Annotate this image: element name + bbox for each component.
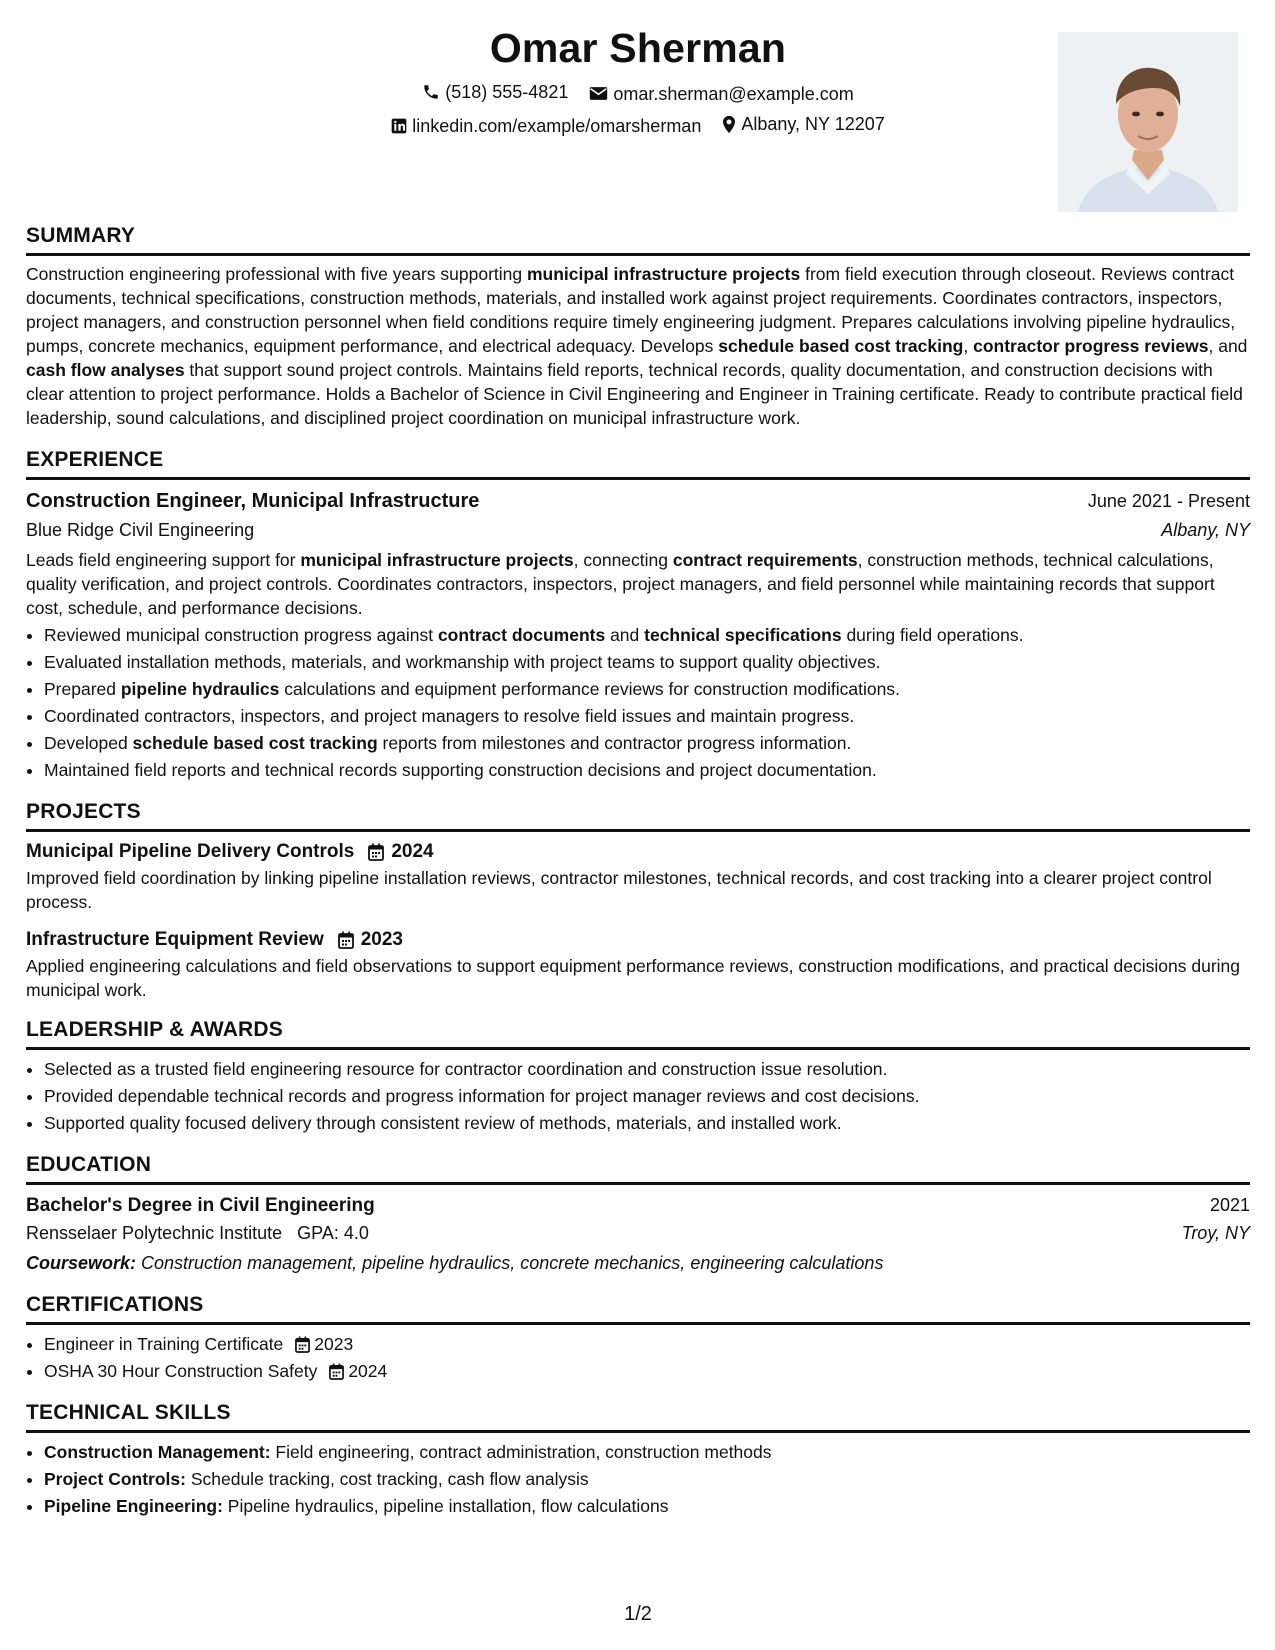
project-year: 2023	[360, 929, 404, 950]
list-item: • Pipeline Engineering: Pipeline hydraulics, pipeline installation, flow calculations	[44, 1493, 1250, 1520]
calendar-icon	[368, 843, 384, 861]
skills-list	[26, 1439, 1250, 1520]
certifications-section	[26, 1291, 1250, 1385]
project-title: Infrastructure Equipment Review 2023	[26, 926, 1250, 954]
summary-section	[26, 222, 1250, 430]
job-description: Leads field engineering support for municipal infrastructure projects, connecting contract requirements, construction methods, technical calculations, quality verification, and project controls. Coordinates contractors, inspectors, project managers, and field personnel while maintaining records that support cost, schedule, and performance decisions.	[26, 550, 1215, 618]
degree-year: 2021	[1209, 1195, 1250, 1215]
list-item: • Provided dependable technical records and progress information for project manager reviews and cost decisions.	[44, 1083, 1250, 1110]
skills-section	[26, 1399, 1250, 1520]
degree-header	[26, 1191, 1250, 1221]
resume-page	[26, 0, 1250, 1650]
degree-title: Bachelor's Degree in Civil Engineering	[26, 1195, 375, 1216]
list-item: • Evaluated installation methods, materials, and workmanship with project teams to support quality objectives.	[44, 649, 1250, 676]
list-item: • Engineer in Training Certificate 2023	[44, 1331, 1250, 1358]
phone-item[interactable]	[422, 80, 568, 104]
calendar-icon	[338, 931, 354, 949]
school-line	[26, 1221, 1250, 1245]
email-item[interactable]	[589, 82, 853, 106]
list-item: • Developed schedule based cost tracking reports from milestones and contractor progress information.	[44, 730, 1250, 757]
list-item: • OSHA 30 Hour Construction Safety 2024	[44, 1358, 1250, 1385]
list-item: • Selected as a trusted field engineering resource for contractor coordination and construction issue resolution.	[44, 1056, 1250, 1083]
certifications-heading: CERTIFICATIONS	[26, 1291, 1250, 1325]
phone-icon	[422, 83, 440, 101]
leadership-list	[26, 1056, 1250, 1137]
candidate-name: Omar Sherman	[489, 25, 787, 71]
linkedin-icon	[391, 118, 407, 134]
email-text: omar.sherman@example.com	[613, 83, 854, 104]
education-section	[26, 1151, 1250, 1275]
profile-photo	[1058, 32, 1238, 212]
leadership-heading: LEADERSHIP & AWARDS	[26, 1016, 1250, 1050]
linkedin-item[interactable]	[391, 114, 701, 138]
summary-text: Construction engineering professional with five years supporting municipal infrastructure projects from field execution through closeout. Reviews contract documents, technical specifications, construction methods, materials, and installed work against project requirements. Coordinates contractors, inspectors, project managers, and construction personnel when field conditions require timely engineering judgment. Prepares calculations involving pipeline hydraulics, pumps, concrete mechanics, equipment performance, and electrical adequacy. Develops schedule based cost tracking, contractor progress reviews, and cash flow analyses that support sound project controls. Maintains field reports, technical records, quality documentation, and construction decisions with clear attention to project performance. Holds a Bachelor of Science in Civil Engineering and Engineer in Training certificate. Ready to contribute practical field leadership, sound calculations, and disciplined project coordination on municipal infrastructure work.	[26, 264, 1248, 428]
skills-heading: TECHNICAL SKILLS	[26, 1399, 1250, 1433]
job-header	[26, 486, 1250, 516]
job-bullets	[26, 622, 1250, 784]
project-year: 2024	[391, 841, 434, 862]
linkedin-text: linkedin.com/example/omarsherman	[412, 115, 702, 136]
phone-text: (518) 555-4821	[445, 82, 569, 102]
coursework: Coursework: Construction management, pipeline hydraulics, concrete mechanics, engineering calculations	[26, 1253, 884, 1273]
calendar-icon	[329, 1363, 344, 1380]
leadership-section	[26, 1016, 1250, 1137]
list-item: • Supported quality focused delivery through consistent review of methods, materials, and installed work.	[44, 1110, 1250, 1137]
location-text: Albany, NY 12207	[741, 114, 885, 134]
school-name: Rensselaer Polytechnic Institute	[26, 1223, 283, 1243]
experience-section	[26, 446, 1250, 784]
list-item: • Prepared pipeline hydraulics calculations and equipment performance reviews for construction modifications.	[44, 676, 1250, 703]
summary-heading: SUMMARY	[26, 222, 1250, 256]
school-location: Troy, NY	[1181, 1223, 1250, 1243]
company-name: Blue Ridge Civil Engineering	[26, 520, 255, 540]
projects-section	[26, 798, 1250, 1002]
resume-header	[26, 0, 1250, 222]
projects-heading: PROJECTS	[26, 798, 1250, 832]
education-heading: EDUCATION	[26, 1151, 1250, 1185]
certifications-list	[26, 1331, 1250, 1385]
job-subheader	[26, 518, 1250, 542]
project-description: Applied engineering calculations and field observations to support equipment performance reviews, construction modifications, and practical decisions during municipal work.	[26, 956, 1241, 1000]
list-item: • Project Controls: Schedule tracking, cost tracking, cash flow analysis	[44, 1466, 1250, 1493]
cert-year: 2024	[348, 1361, 388, 1381]
list-item: • Maintained field reports and technical records supporting construction decisions and project documentation.	[44, 757, 1250, 784]
location-item	[722, 112, 884, 136]
map-pin-icon	[722, 115, 736, 134]
job-dates: June 2021 - Present	[1087, 491, 1250, 511]
project-title: Municipal Pipeline Delivery Controls 2024	[26, 838, 1250, 866]
envelope-icon	[589, 86, 608, 101]
page-number: 1/2	[624, 1603, 652, 1625]
project-description: Improved field coordination by linking pipeline installation reviews, contractor milestones, technical records, and cost tracking into a clearer project control process.	[26, 868, 1212, 912]
list-item: • Coordinated contractors, inspectors, and project managers to resolve field issues and maintain progress.	[44, 703, 1250, 730]
school-info	[26, 1221, 369, 1245]
calendar-icon	[295, 1336, 310, 1353]
list-item: • Reviewed municipal construction progress against contract documents and technical specifications during field operations.	[44, 622, 1250, 649]
gpa: GPA: 4.0	[297, 1223, 369, 1243]
job-location: Albany, NY	[1161, 520, 1250, 540]
list-item: • Construction Management: Field engineering, contract administration, construction methods	[44, 1439, 1250, 1466]
experience-heading: EXPERIENCE	[26, 446, 1250, 480]
job-title: Construction Engineer, Municipal Infrastructure	[26, 490, 480, 512]
cert-year: 2023	[314, 1334, 354, 1354]
